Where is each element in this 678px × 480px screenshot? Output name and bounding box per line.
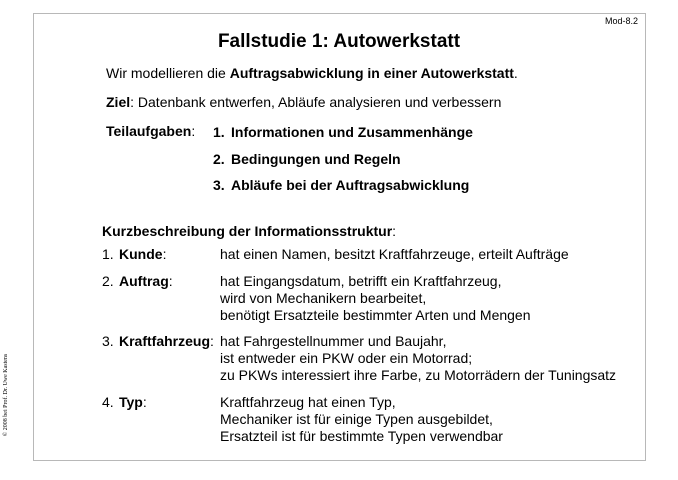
intro-paragraph — [106, 65, 518, 81]
structure-item-kunde — [102, 246, 166, 262]
task-text: Bedingungen und Regeln — [231, 151, 401, 167]
item-number: 3. — [102, 333, 114, 349]
item-description — [220, 246, 569, 263]
description-line: ist entweder ein PKW oder ein Motorrad; — [220, 350, 473, 366]
tasks-label — [106, 123, 195, 139]
task-item — [213, 124, 473, 140]
task-item — [213, 177, 469, 193]
item-term: Typ — [119, 394, 143, 410]
structure-item-typ — [102, 394, 147, 410]
goal-paragraph — [106, 94, 501, 110]
description-line: benötigt Ersatzteile bestimmter Arten und Mengen — [220, 307, 531, 323]
item-colon: : — [142, 394, 147, 410]
slide-id: Mod-8.2 — [604, 16, 638, 26]
tasks-label-text: Teilaufgaben — [106, 123, 192, 139]
intro-suffix: . — [513, 65, 518, 81]
item-term: Auftrag — [119, 273, 169, 289]
item-number: 2. — [102, 273, 114, 289]
task-number: 1. — [213, 124, 225, 140]
task-text: Abläufe bei der Auftragsabwicklung — [231, 177, 470, 193]
task-number: 3. — [213, 177, 225, 193]
item-colon: : — [162, 246, 167, 262]
task-text: Informationen und Zusammenhänge — [231, 124, 473, 140]
structure-heading-text: Kurzbeschreibung der Informationsstruktur — [102, 223, 393, 239]
item-colon: : — [168, 273, 173, 289]
page-title: Fallstudie 1: Autowerkstatt — [217, 31, 461, 52]
structure-item-auftrag — [102, 273, 173, 289]
description-line: Kraftfahrzeug hat einen Typ, — [220, 394, 396, 410]
item-colon: : — [210, 333, 214, 349]
intro-prefix: Wir modellieren die — [106, 65, 230, 81]
description-line: hat einen Namen, besitzt Kraftfahrzeuge, erteilt Aufträge — [220, 246, 569, 262]
structure-item-kraftfahrzeug — [102, 333, 214, 349]
tasks-label-colon: : — [191, 123, 196, 139]
description-line: hat Fahrgestellnummer und Baujahr, — [220, 333, 447, 349]
item-description — [220, 273, 531, 324]
description-line: wird von Mechanikern bearbeitet, — [220, 290, 427, 306]
item-term: Kunde — [119, 246, 163, 262]
task-item — [213, 151, 401, 167]
structure-heading-colon: : — [392, 223, 397, 239]
intro-bold: Auftragsabwicklung in einer Autowerkstatt — [229, 65, 514, 81]
item-description — [220, 394, 503, 445]
task-number: 2. — [213, 151, 225, 167]
item-number: 4. — [102, 394, 114, 410]
description-line: hat Eingangsdatum, betrifft ein Kraftfahrzeug, — [220, 273, 502, 289]
structure-heading — [102, 223, 396, 239]
copyright-notice: © 2008 bei Prof. Dr. Uwe Kastens — [3, 353, 9, 437]
item-description — [220, 333, 616, 384]
description-line: zu PKWs interessiert ihre Farbe, zu Motorrädern der Tuningsatz — [220, 367, 617, 383]
description-line: Ersatzteil ist für bestimmte Typen verwendbar — [220, 428, 503, 444]
description-line: Mechaniker ist für einige Typen ausgebildet, — [220, 411, 493, 427]
item-number: 1. — [102, 246, 114, 262]
item-term: Kraftfahrzeug — [119, 333, 211, 349]
goal-label: Ziel — [106, 94, 131, 110]
goal-text: : Datenbank entwerfen, Abläufe analysieren und verbessern — [130, 94, 502, 110]
